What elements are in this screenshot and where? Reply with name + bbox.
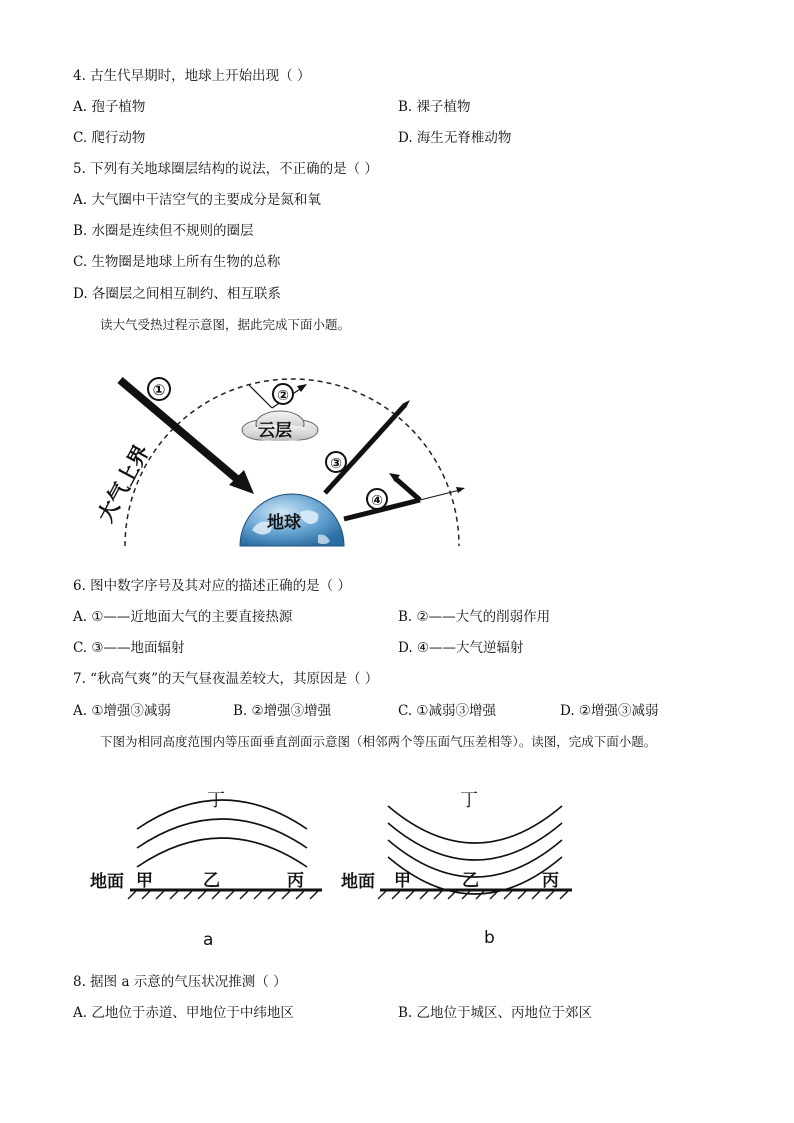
q7-option-d: D. ②增强③减弱	[560, 703, 659, 719]
b-label-ding: 丁	[460, 790, 478, 811]
caption-b: b	[484, 928, 495, 948]
a-label-jia: 甲	[136, 871, 153, 891]
q4-option-c: C. 爬行动物	[73, 130, 146, 146]
b-label-yi: 乙	[462, 871, 479, 891]
ground-radiation-line	[325, 406, 404, 493]
q6-option-d: D. ④——大气逆辐射	[398, 640, 524, 656]
isobaric-surface-diagram	[85, 780, 585, 955]
q7-option-a: A. ①增强③减弱	[73, 703, 171, 719]
q7-stem: 7. “秋高气爽”的天气昼夜温差较大，其原因是（ ）	[73, 671, 379, 687]
marker-3: ③	[330, 456, 342, 472]
q4-stem: 4. 古生代早期时，地球上开始出现（ ）	[73, 68, 311, 84]
q8-stem: 8. 据图 a 示意的气压状况推测（ ）	[73, 974, 287, 990]
b-label-jia: 甲	[394, 871, 411, 891]
q6-option-a: A. ①——近地面大气的主要直接热源	[73, 609, 293, 625]
marker-4: ④	[371, 493, 383, 509]
b-label-ground: 地面	[341, 872, 375, 892]
q5-option-b: B. 水圈是连续但不规则的圈层	[73, 223, 254, 239]
caption-a: a	[203, 930, 214, 950]
q6-option-c: C. ③——地面辐射	[73, 640, 185, 656]
q6-option-b: B. ②——大气的削弱作用	[398, 609, 551, 625]
intro-figure-1: 读大气受热过程示意图，据此完成下面小题。	[100, 317, 351, 332]
q7-option-b: B. ②增强③增强	[233, 703, 332, 719]
cloud-reflection-in	[249, 385, 272, 408]
a-label-ground: 地面	[90, 872, 124, 892]
earth-label: 地球	[267, 513, 301, 533]
atmospheric-heating-diagram	[80, 355, 480, 555]
intro-figure-2: 下图为相同高度范围内等压面垂直剖面示意图（相邻两个等压面气压差相等）。读图，完成下面小题。	[100, 734, 657, 749]
marker-2: ②	[277, 388, 289, 404]
q4-option-d: D. 海生无脊椎动物	[398, 130, 512, 146]
a-label-yi: 乙	[203, 871, 220, 891]
q4-option-a: A. 孢子植物	[73, 99, 146, 115]
cloud-label: 云层	[258, 421, 292, 441]
q5-option-c: C. 生物圈是地球上所有生物的总称	[73, 254, 281, 270]
q5-option-d: D. 各圈层之间相互制约、相互联系	[73, 286, 281, 302]
q4-option-b: B. 裸子植物	[398, 99, 471, 115]
q5-option-a: A. 大气圈中干洁空气的主要成分是氮和氧	[73, 192, 321, 208]
q8-option-b: B. 乙地位于城区、丙地位于郊区	[398, 1005, 593, 1021]
q6-stem: 6. 图中数字序号及其对应的描述正确的是（ ）	[73, 578, 351, 594]
a-label-ding: 丁	[207, 790, 225, 811]
marker-1: ①	[152, 381, 166, 399]
q5-stem: 5. 下列有关地球圈层结构的说法，不正确的是（ ）	[73, 161, 378, 177]
b-label-bing: 丙	[542, 871, 559, 891]
upper-atmosphere-label: 大气上界	[93, 440, 154, 527]
a-label-bing: 丙	[287, 871, 304, 891]
q7-option-c: C. ①减弱③增强	[398, 703, 497, 719]
q8-option-a: A. 乙地位于赤道、甲地位于中纬地区	[73, 1005, 294, 1021]
